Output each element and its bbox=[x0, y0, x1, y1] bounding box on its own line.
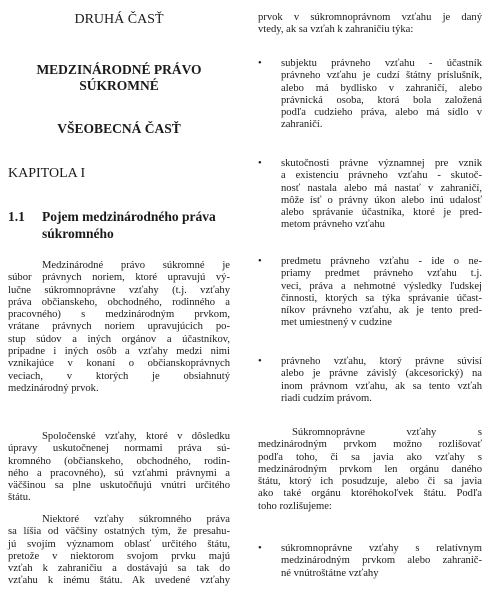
text-line: vrátane právnych noriem upravujúcich po- bbox=[8, 321, 230, 333]
text-line: stup súdov a iných orgánov a účastníkov, bbox=[8, 333, 230, 345]
main-title-line: SÚKROMNÉ bbox=[79, 78, 159, 93]
text-line: medzinárodný prvok. bbox=[8, 382, 99, 394]
text-line: priamy predmet právneho vzťahu t.j. bbox=[281, 268, 482, 280]
bullet-icon: • bbox=[258, 158, 262, 169]
text-line: súbor právnych noriem, ktoré upravujú vý- bbox=[8, 272, 230, 284]
section-number: 1.1 bbox=[8, 209, 25, 224]
text-line: Súkromnoprávne vzťahy s bbox=[292, 427, 482, 438]
chapter-heading: KAPITOLA I bbox=[8, 166, 86, 181]
text-line: Spoločenské vzťahy, ktoré v dôsledku bbox=[42, 431, 230, 442]
text-line: Niektoré vzťahy súkromného práva bbox=[42, 514, 230, 525]
text-line: predmetu právneho vzťahu - ide o ne- bbox=[281, 256, 482, 267]
text-line: vzťahu k inému štátu. Ak uvedené vzťahy bbox=[8, 575, 230, 587]
bullet-item-related-relation bbox=[258, 356, 482, 405]
text-line: prípadne i iných osôb a vzťahy medzi nimi bbox=[8, 346, 230, 358]
main-title-line: MEDZINÁRODNÉ PRÁVO bbox=[36, 62, 202, 77]
text-line: právneho vzťahu je cudzí štátny príslušník, bbox=[281, 70, 482, 82]
section-title-line: súkromného bbox=[42, 226, 114, 241]
text-line: prvok v súkromnoprávnom vzťahu je daný bbox=[258, 12, 482, 23]
text-line: skutočnosti právne významnej pre vznik bbox=[281, 158, 482, 169]
text-line: alebo má bydlisko v zahraničí, alebo bbox=[281, 82, 482, 94]
text-line: úpravy uskutočnenej normami práva sú- bbox=[8, 443, 230, 455]
text-line: né vnútroštátne vzťahy bbox=[281, 567, 379, 579]
bullet-item-legal-fact bbox=[258, 158, 482, 232]
paragraph-definition bbox=[8, 260, 230, 395]
text-line: vzťah k zahraničiu a dostávajú sa tak do bbox=[8, 563, 230, 575]
bullet-item-object bbox=[258, 256, 482, 330]
text-line: medzinárodným prvkom alebo zahranič- bbox=[281, 555, 482, 567]
text-line: právneho vzťahu, ktorý právne súvisí bbox=[281, 356, 482, 367]
text-line: väčšinou sa plne uskutočňujú vnútri určitého bbox=[8, 480, 230, 492]
bullet-icon: • bbox=[258, 356, 262, 367]
text-line: alebo správanie účastníka, ktoré je pred- bbox=[281, 207, 482, 219]
text-line: níkov právneho vzťahu, ak je tento pred- bbox=[281, 305, 482, 317]
text-line: môže ísť o právny úkon alebo inú udalosť bbox=[281, 194, 482, 206]
text-line: subjektu právneho vzťahu - účastník bbox=[281, 58, 482, 69]
bullet-item-subject bbox=[258, 58, 482, 132]
text-line: inom právnom vzťahu, ak sa tento vzťah bbox=[281, 380, 482, 392]
bullet-icon: • bbox=[258, 256, 262, 267]
text-line: Medzinárodné právo súkromné je bbox=[42, 260, 230, 271]
section-title-line: Pojem medzinárodného práva bbox=[42, 209, 216, 224]
text-line: práva občianskeho, obchodného, rodinného a bbox=[8, 296, 230, 308]
paragraph-foreign-element bbox=[8, 514, 230, 588]
text-line: medzinárodným prvkom možno rozlišovať bbox=[258, 439, 482, 451]
main-title bbox=[8, 62, 230, 94]
text-line: medzinárodným prvkom len orgánu daného bbox=[258, 463, 482, 475]
subtitle: VŠEOBECNÁ ČASŤ bbox=[57, 121, 181, 136]
paragraph-continuation bbox=[258, 12, 482, 37]
bullet-icon: • bbox=[258, 543, 262, 554]
text-line: veci, práva a nehmotné výsledky ľudskej bbox=[281, 280, 482, 292]
section-heading bbox=[8, 208, 230, 242]
text-line: právnická osoba, ktorá bola založená bbox=[281, 94, 482, 106]
text-line: ako také orgánu ktoréhokoľvek štátu. Podľa bbox=[258, 488, 482, 500]
text-line: činnosti, ktorých sa týka správanie účast- bbox=[281, 292, 482, 304]
text-line: štátu. bbox=[8, 492, 31, 504]
text-line: metom právneho vzťahu bbox=[281, 219, 385, 231]
text-line: a existenciu právneho vzťahu - skutoč- bbox=[281, 170, 482, 182]
text-line: pracovného) s medzinárodným prvkom, bbox=[8, 309, 230, 321]
text-line: lučne súkromnoprávne vzťahy (t.j. vzťahy bbox=[8, 284, 230, 296]
paragraph-distinction bbox=[258, 427, 482, 513]
text-line: sa líšia od väčšiny ostatných tým, že presahu- bbox=[8, 526, 230, 538]
bullet-item-relative bbox=[258, 543, 482, 580]
text-line: riadi cudzím právom. bbox=[281, 392, 372, 404]
text-line: alebo je právne závislý (akcesorický) na bbox=[281, 368, 482, 380]
text-line: pretože v niektorom svojom prvku majú bbox=[8, 550, 230, 562]
text-line: podľa cudzieho práva, alebo má sídlo v bbox=[281, 107, 482, 119]
part-heading: DRUHÁ ČASŤ bbox=[74, 12, 164, 27]
text-line: kromného (občianskeho, obchodného, rodin- bbox=[8, 455, 230, 467]
text-line: met umiestnený v cudzine bbox=[281, 317, 392, 329]
text-line: toho rozlišujeme: bbox=[258, 500, 332, 512]
text-line: ného a pracovného), sú vzťahmi právnymi a bbox=[8, 467, 230, 479]
paragraph-social-relations bbox=[8, 431, 230, 505]
text-line: vznikajúce v konaní o občianskoprávnych bbox=[8, 358, 230, 370]
text-line: podľa toho, či sa javia ako vzťahy s bbox=[258, 451, 482, 463]
text-line: veciach, v ktorých je obsiahnutý bbox=[8, 370, 230, 382]
text-line: zahraničí. bbox=[281, 119, 323, 131]
bullet-icon: • bbox=[258, 58, 262, 69]
text-line: nosť nastala alebo má nastať v zahraničí, bbox=[281, 182, 482, 194]
text-line: jú svojím významom oblasť určitého štátu, bbox=[8, 538, 230, 550]
text-line: vtedy, ak sa vzťah k zahraničiu týka: bbox=[258, 24, 414, 36]
text-line: štátu, ktorý ich posudzuje, alebo či sa javia bbox=[258, 476, 482, 488]
text-line: súkromnoprávne vzťahy s relatívnym bbox=[281, 543, 482, 554]
